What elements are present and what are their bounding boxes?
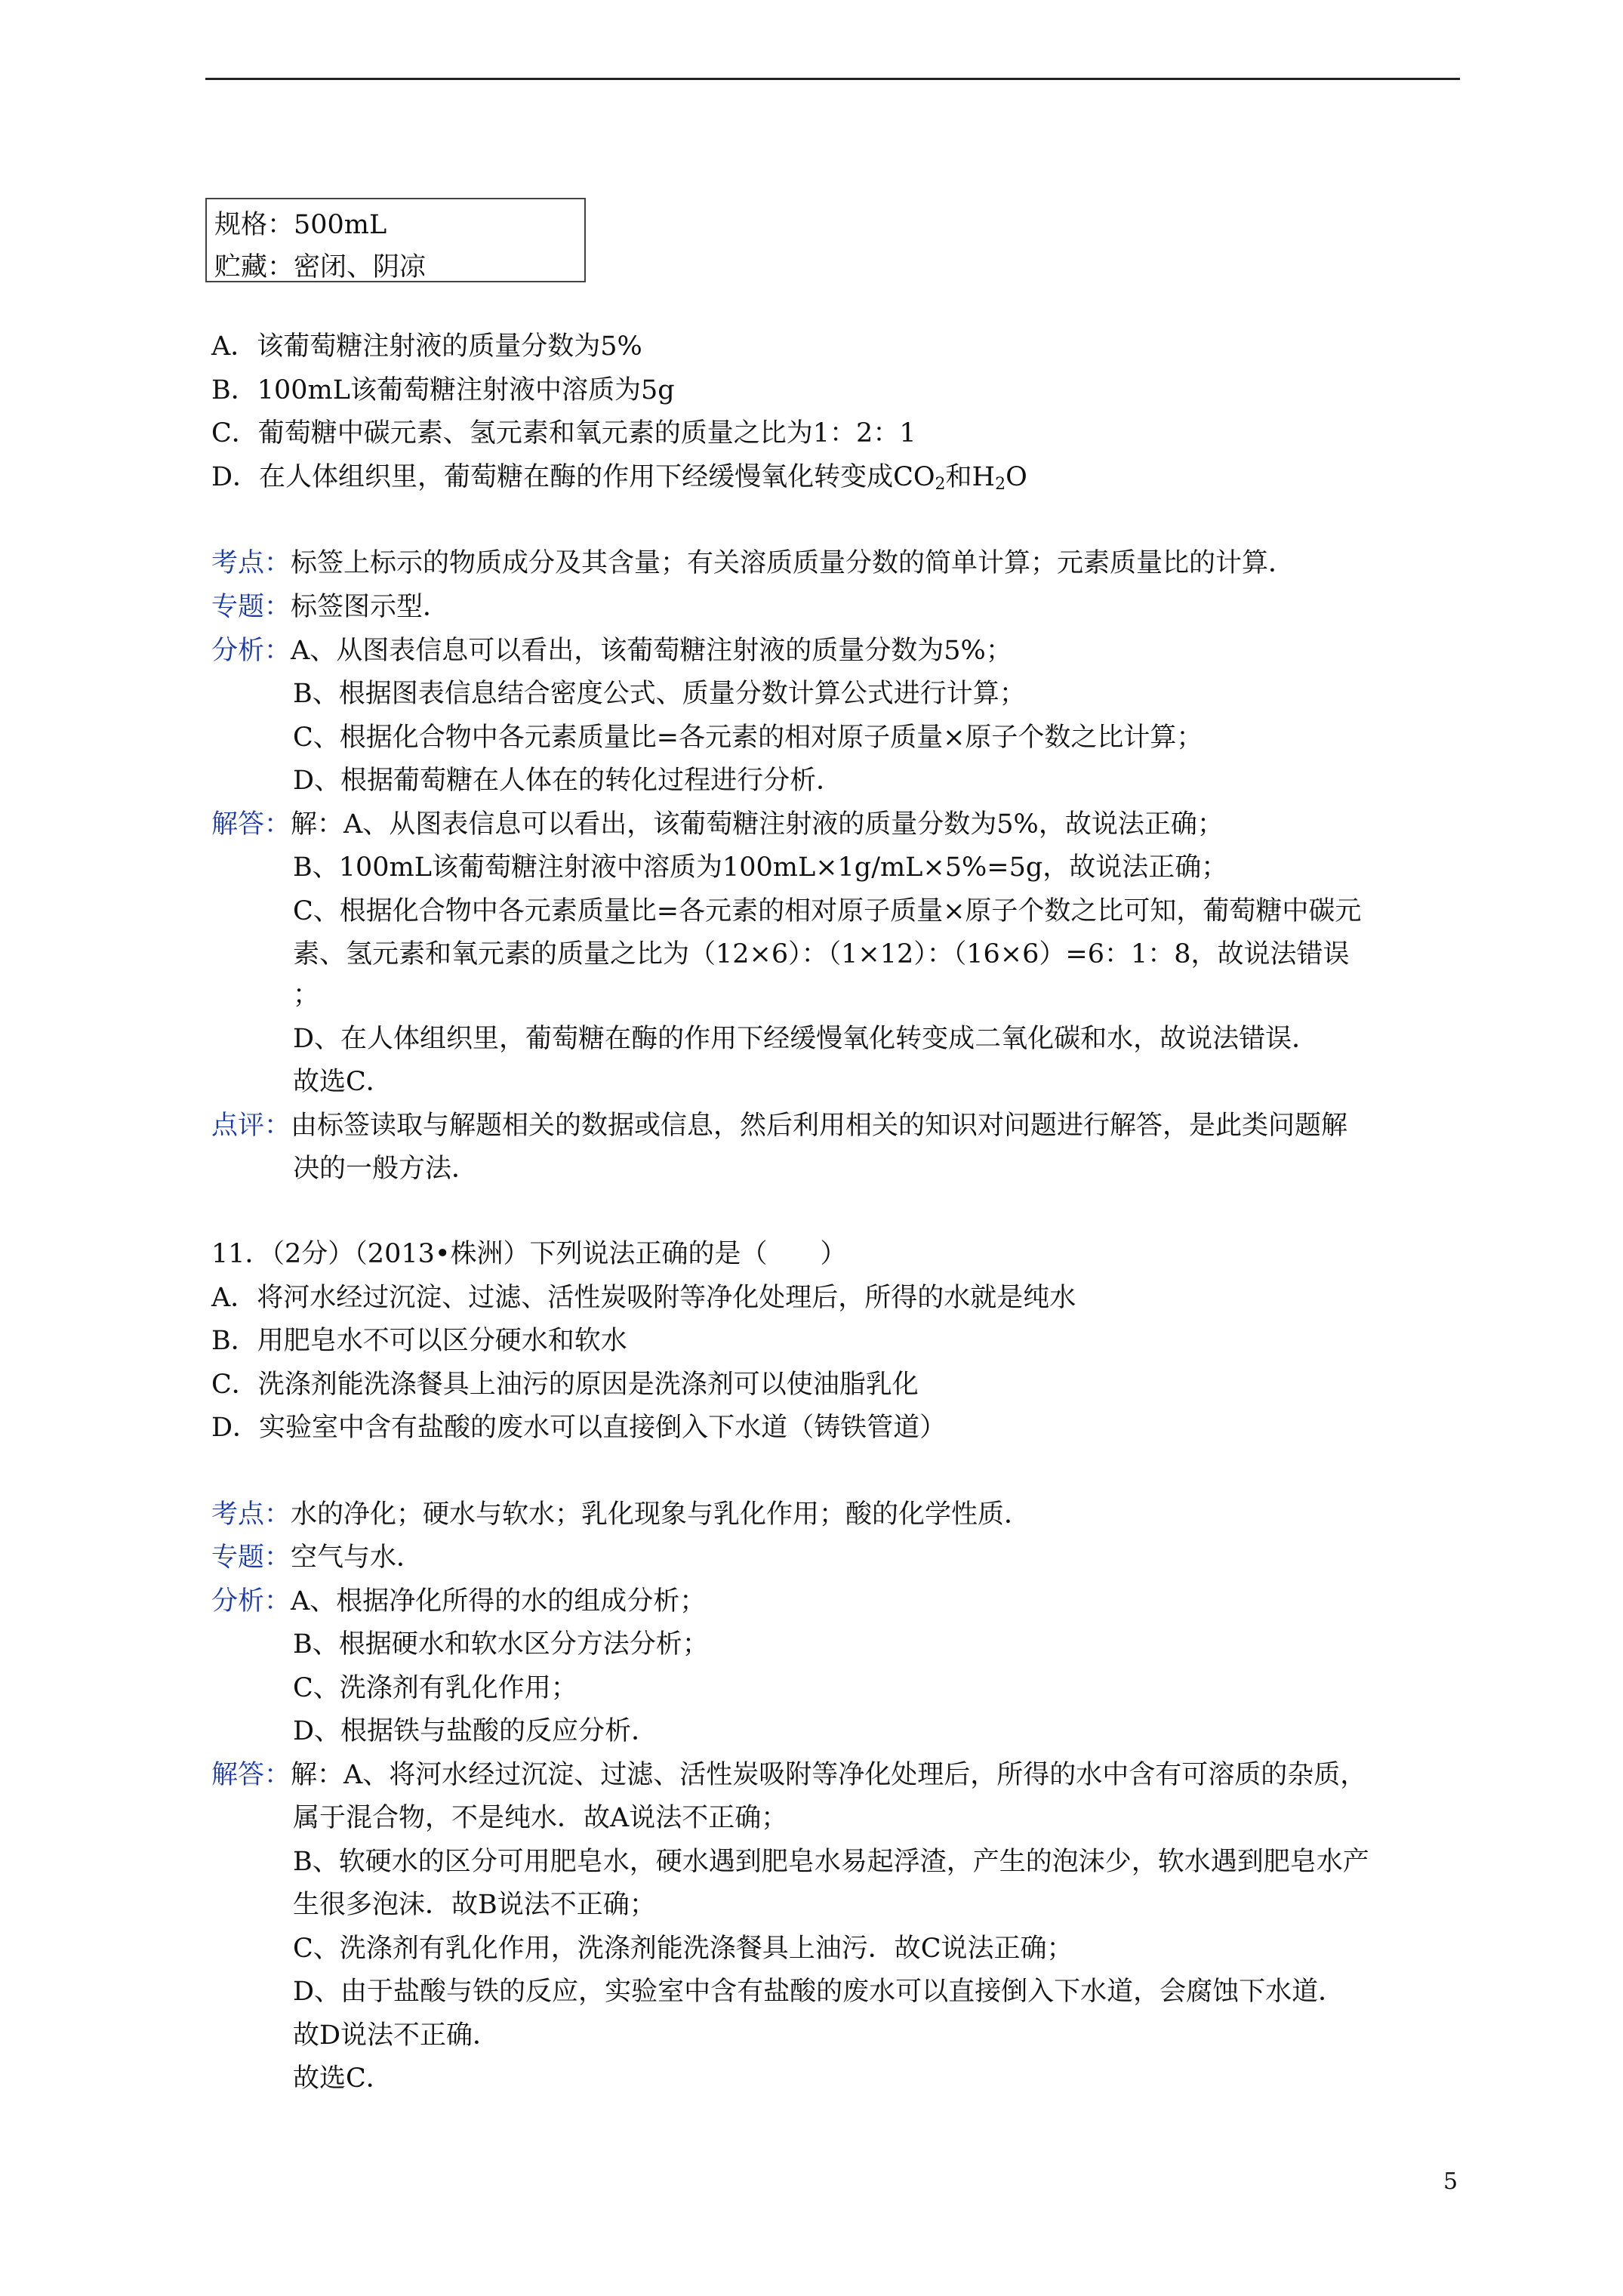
option-b: B．用肥皂水不可以区分硬水和软水 <box>211 1326 627 1356</box>
fenxi-text: A、根据净化所得的水的组成分析； <box>291 1586 707 1616</box>
fenxi-row <box>211 636 1012 666</box>
zhuanti-label: 专题： <box>211 592 291 622</box>
option-d-text: D．在人体组织里，葡萄糖在酶的作用下经缓慢氧化转变成CO <box>211 462 935 492</box>
option-a: A．该葡萄糖注射液的质量分数为5% <box>211 331 642 362</box>
subscript: 2 <box>995 475 1006 494</box>
zhuanti-label: 专题： <box>211 1542 291 1573</box>
jieda-text: B、软硬水的区分可用肥皂水，硬水遇到肥皂水易起浮渣，产生的泡沫少，软水遇到肥皂水产 <box>293 1847 1369 1877</box>
jieda-text: 生很多泡沫．故B说法不正确； <box>293 1890 656 1920</box>
dianping-text: 由标签读取与解题相关的数据或信息，然后利用相关的知识对问题进行解答，是此类问题解 <box>291 1111 1348 1141</box>
kaodian-row <box>211 1499 1030 1530</box>
option-d-text: O <box>1006 462 1027 492</box>
fenxi-label: 分析： <box>211 636 291 666</box>
dianping-label: 点评： <box>211 1111 291 1141</box>
jieda-text: D、在人体组织里，葡萄糖在酶的作用下经缓慢氧化转变成二氧化碳和水，故说法错误． <box>293 1024 1319 1054</box>
option-b: B．100mL该葡萄糖注射液中溶质为5g <box>211 375 675 405</box>
option-d: D．实验室中含有盐酸的废水可以直接倒入下水道（铸铁管道） <box>211 1413 947 1443</box>
jieda-text: 属于混合物，不是纯水．故A说法不正确； <box>293 1803 788 1833</box>
jieda-text: 故选C． <box>293 2063 393 2094</box>
jieda-text: 故D说法不正确． <box>293 2020 500 2051</box>
kaodian-row <box>211 548 1295 578</box>
question-stem: 11．（2分）（2013•株洲）下列说法正确的是（ ） <box>211 1239 847 1269</box>
jieda-text: 解：A、将河水经过沉淀、过滤、活性炭吸附等净化处理后，所得的水中含有可溶质的杂质， <box>291 1760 1367 1790</box>
subscript: 2 <box>935 475 946 494</box>
zhuanti-row <box>211 1542 423 1573</box>
fenxi-text: B、根据硬水和软水区分方法分析； <box>293 1629 709 1660</box>
fenxi-text: A、从图表信息可以看出，该葡萄糖注射液的质量分数为5%； <box>291 636 1012 666</box>
jieda-row <box>211 1760 1366 1790</box>
jieda-text: C、洗涤剂有乳化作用，洗涤剂能洗涤餐具上油污．故C说法正确； <box>293 1934 1073 1964</box>
spec-row: 贮藏：密闭、阴凉 <box>214 252 427 282</box>
fenxi-text: B、根据图表信息结合密度公式、质量分数计算公式进行计算； <box>293 679 1026 709</box>
jieda-text: 素、氢元素和氧元素的质量之比为（12×6）：（1×12）：（16×6）=6：1：8，故说法错误 <box>293 939 1350 969</box>
header-rule <box>205 78 1460 80</box>
jieda-text: C、根据化合物中各元素质量比=各元素的相对原子质量×原子个数之比可知，葡萄糖中碳元 <box>293 896 1362 926</box>
option-c: C．葡萄糖中碳元素、氢元素和氧元素的质量之比为1：2：1 <box>211 418 916 448</box>
jieda-text: D、由于盐酸与铁的反应，实验室中含有盐酸的废水可以直接倒入下水道，会腐蚀下水道． <box>293 1977 1345 2007</box>
fenxi-label: 分析： <box>211 1586 291 1616</box>
page-number: 5 <box>1443 2168 1458 2195</box>
zhuanti-text: 空气与水． <box>291 1542 423 1573</box>
fenxi-text: C、根据化合物中各元素质量比=各元素的相对原子质量×原子个数之比计算； <box>293 723 1203 753</box>
fenxi-text: D、根据铁与盐酸的反应分析． <box>293 1716 658 1746</box>
jieda-row <box>211 809 1224 840</box>
zhuanti-text: 标签图示型． <box>291 592 450 622</box>
kaodian-label: 考点： <box>211 548 291 578</box>
option-c: C．洗涤剂能洗涤餐具上油污的原因是洗涤剂可以使油脂乳化 <box>211 1370 919 1400</box>
jieda-text: B、100mL该葡萄糖注射液中溶质为100mL×1g/mL×5%=5g，故说法正确； <box>293 852 1228 883</box>
option-a: A．将河水经过沉淀、过滤、活性炭吸附等净化处理后，所得的水就是纯水 <box>211 1283 1076 1313</box>
jieda-label: 解答： <box>211 809 291 840</box>
option-d-text: 和H <box>945 462 996 492</box>
spec-row: 规格：500mL <box>214 210 387 240</box>
label-spec-box <box>205 198 586 282</box>
dianping-row <box>211 1111 1347 1141</box>
fenxi-text: C、洗涤剂有乳化作用； <box>293 1673 577 1703</box>
jieda-text: 解：A、从图表信息可以看出，该葡萄糖注射液的质量分数为5%，故说法正确； <box>291 809 1224 840</box>
fenxi-row <box>211 1586 706 1616</box>
zhuanti-row <box>211 592 449 622</box>
fenxi-text: D、根据葡萄糖在人体在的转化过程进行分析． <box>293 766 843 796</box>
jieda-text: ； <box>293 980 320 1010</box>
kaodian-text: 水的净化；硬水与软水；乳化现象与乳化作用；酸的化学性质． <box>291 1499 1031 1530</box>
kaodian-text: 标签上标示的物质成分及其含量；有关溶质质量分数的简单计算；元素质量比的计算． <box>291 548 1295 578</box>
jieda-text: 故选C． <box>293 1067 393 1097</box>
dianping-text: 决的一般方法． <box>293 1154 479 1184</box>
jieda-label: 解答： <box>211 1760 291 1790</box>
option-d <box>211 462 1027 500</box>
kaodian-label: 考点： <box>211 1499 291 1530</box>
